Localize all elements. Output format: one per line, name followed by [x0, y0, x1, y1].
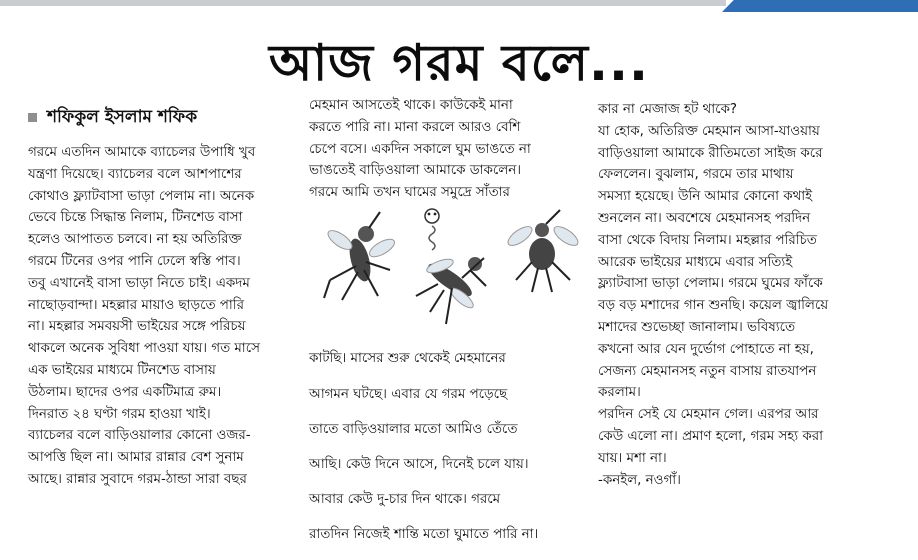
text-line: হলেও আপাতত চলবে। না হয় অতিরিক্ত	[28, 232, 242, 248]
text-line: আগমন ঘটছে। এবার যে গরম পড়েছে	[309, 386, 508, 402]
text-line: আরেক ভাইয়ের মাধ্যমে এবার সত্যিই	[598, 254, 793, 270]
byline-author: শফিকুল ইসলাম শফিক	[47, 107, 198, 127]
text-line: ফেললেন। বুঝলাম, গরমে তার মাথায়	[598, 167, 794, 183]
text-line: কার না মেজাজ হট থাকে?	[598, 102, 737, 117]
text-line: রাতদিন নিজেই শান্তি মতো ঘুমাতে পারি না।	[309, 527, 539, 543]
text-line: ভাঙতেই বাড়িওয়ালা আমাকে ডাকলেন।	[309, 163, 521, 179]
mosquito-middle-icon	[416, 209, 486, 324]
text-line: উঠলাম। ছাদের ওপর একটিমাত্র রুম।	[28, 384, 222, 400]
text-line: করলাম।	[598, 385, 641, 401]
text-line: এক ভাইয়ের মাধ্যমে টিনশেড বাসায়	[28, 362, 216, 378]
mosquito-right-icon	[505, 210, 581, 292]
text-line: কোথাও ফ্ল্যাটবাসা ভাড়া পেলাম না। অনেক	[28, 188, 255, 204]
byline-square-icon	[28, 113, 37, 122]
article-column-1	[28, 142, 290, 491]
top-decorative-bar	[0, 0, 918, 14]
text-line: না। মহল্লার সমবয়সী ভাইয়ের সঙ্গে পরিচয়	[28, 319, 246, 335]
text-line: আবার কেউ দু-চার দিন থাকে। গরমে	[309, 492, 501, 508]
text-line: শুনলেন না। অবশেষে মেহমানসহ পরদিন	[598, 210, 811, 226]
text-line: বাড়িওয়ালা আমাকে রীতিমতো সাইজ করে	[598, 145, 823, 161]
text-line: বাসা থেকে বিদায় নিলাম। মহল্লার পরিচিত	[598, 232, 817, 248]
text-line: সমস্যা হয়েছে। উনি আমার কোনো কথাই	[598, 189, 813, 205]
text-line: আছে। রান্নার সুবাদে গরম-ঠান্ডা সারা বছর	[28, 471, 247, 487]
text-line: মশাদের শুভেচ্ছা জানালাম। ভবিষ্যতে	[598, 319, 796, 335]
text-line: ব্যাচেলর বলে বাড়িওয়ালার কোনো ওজর-	[28, 428, 251, 444]
text-line: কখনো আর যেন দুর্ভোগ পোহাতে না হয়,	[598, 341, 814, 357]
text-line: পরদিন সেই যে মেহমান গেল। এরপর আর	[598, 407, 819, 423]
byline	[28, 104, 197, 130]
text-line: গরমে আমি তখন ঘামের সমুদ্রে সাঁতার	[309, 185, 510, 201]
headline: আজ গরম বলে...	[268, 34, 650, 92]
text-line: দিনরাত ২৪ ঘণ্টা গরম হাওয়া খাই।	[28, 406, 211, 422]
text-line: থাকলে অনেক সুবিধা পাওয়া যায়। গত মাসে	[28, 341, 260, 357]
text-line: নাছোড়বান্দা। মহল্লার মায়াও ছাড়তে পারি	[28, 297, 244, 313]
text-line: গরমে এতদিন আমাকে ব্যাচেলর উপাধি খুব	[28, 145, 256, 160]
text-line: যা হোক, অতিরিক্ত মেহমান আসা-যাওয়ায়	[598, 123, 820, 139]
text-line: সেজন্য মেহমানসহ নতুন বাসায় রাতযাপন	[598, 363, 817, 379]
text-line: ভেবে চিন্তে সিদ্ধান্ত নিলাম, টিনশেড বাসা	[28, 210, 243, 226]
mosquito-left-icon	[324, 212, 397, 300]
text-line: আপত্তি ছিল না। আমার রান্নার বেশ সুনাম	[28, 450, 244, 466]
text-line: বড় বড় মশাদের গান শুনছি। কয়েল জ্বালিয়ে	[598, 298, 829, 314]
article-column-2-bottom	[309, 335, 583, 560]
top-blue-tab	[722, 0, 918, 12]
top-gray-stripe	[0, 0, 726, 6]
text-line: কাটছি। মাসের শুরু থেকেই মেহমানের	[309, 351, 506, 367]
text-line: তবু এখানেই বাসা ভাড়া নিতে চাই। একদম	[28, 275, 250, 291]
text-line: তাতে বাড়িওয়ালার মতো আমিও তেঁতে	[309, 421, 518, 437]
text-line: যায়। মশা না।	[598, 450, 667, 466]
article-column-2-top	[309, 95, 583, 204]
text-line: যন্ত্রণা দিয়েছে। ব্যাচেলর বলে আশপাশের	[28, 166, 242, 182]
text-line: চেপে বসে। একদিন সকালে ঘুম ভাঙতে না	[309, 141, 531, 157]
text-line: গরমে টিনের ওপর পানি ঢেলে স্বস্তি পাব।	[28, 253, 241, 269]
text-line: কেউ এলো না। প্রমাণ হলো, গরম সহ্য করা	[598, 428, 824, 444]
text-line: করতে পারি না। মানা করলে আরও বেশি	[309, 119, 521, 135]
text-line: -কনইল, নওগাঁ।	[598, 472, 681, 488]
text-line: মেহমান আসতেই থাকে। কাউকেই মানা	[309, 98, 513, 113]
text-line: আছি। কেউ দিনে আসে, দিনেই চলে যায়।	[309, 456, 529, 472]
mosquito-illustration	[320, 200, 582, 330]
article-column-3	[598, 99, 898, 491]
text-line: ফ্ল্যাটবাসা ভাড়া পেলাম। গরমে ঘুমের ফাঁকে	[598, 276, 823, 292]
